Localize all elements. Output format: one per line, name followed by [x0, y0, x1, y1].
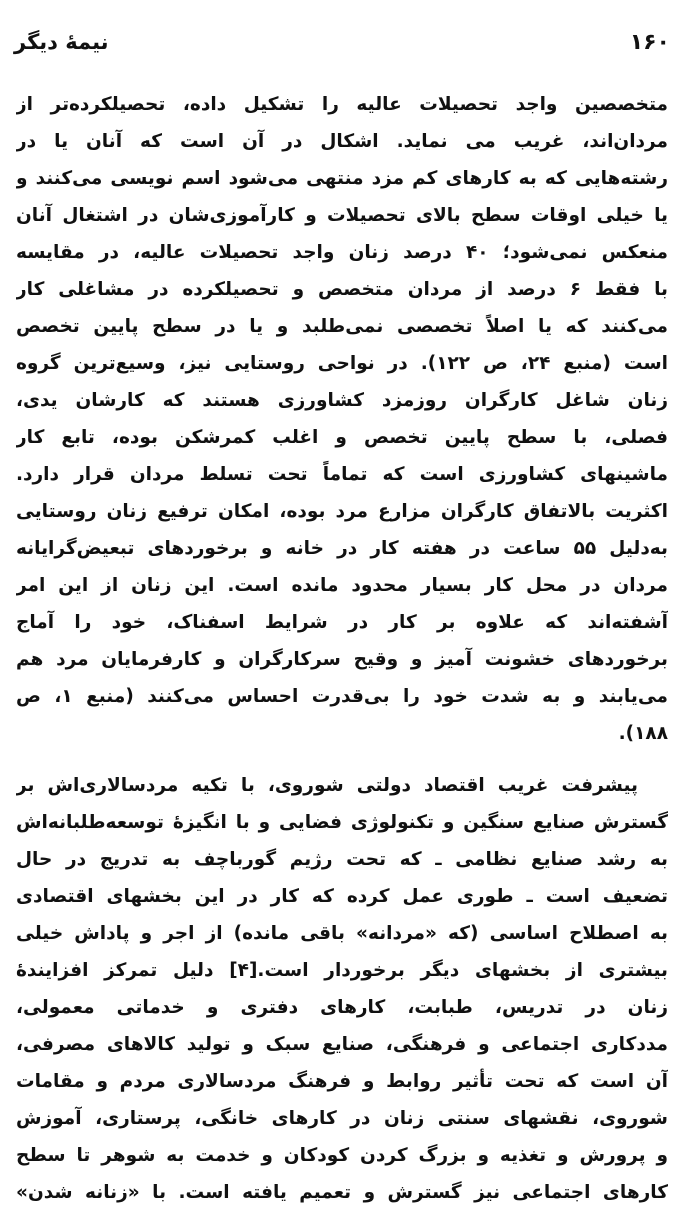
text-line: گسترش صنایع سنگین و تکنولوژی فضایی و با انگیزهٔ توسعه‌طلبانه‌اش: [16, 812, 668, 833]
text-line: برخوردهای خشونت آمیز و وقیح سرکارگران و کارفرمایان مرد هم: [16, 649, 668, 670]
text-line: پیشرفت غریب اقتصاد دولتی شوروی، با تکیه مردسالاری‌اش بر: [16, 775, 638, 796]
page-number: ۱۶۰: [629, 30, 670, 55]
text-line: با فقط ۶ درصد از مردان متخصص و تحصیلکرده در مشاغلی کار: [16, 279, 668, 300]
text-line: منعکس نمی‌شود؛ ۴۰ درصد زنان واجد تحصیلات عالیه، در مقایسه: [16, 242, 668, 263]
paragraph-gap: [16, 752, 668, 767]
text-line: اکثریت بالاتفاق کارگران مزارع مرد بوده، امکان ترفیع زنان روستایی: [16, 501, 668, 522]
text-line: و پرورش و تغذیه و بزرگ کردن کودکان و خدمت به شوهر تا سطح: [16, 1145, 668, 1166]
paragraph-2: [16, 767, 668, 1211]
text-line: آن است که تحت تأثیر روابط و فرهنگ مردسالاری مردم و مقامات: [16, 1071, 668, 1092]
text-line: آشفته‌اند که علاوه بر کار در شرایط اسفناک، خود را آماج: [16, 612, 668, 633]
text-line: ۱۸۸).: [618, 723, 668, 744]
text-line: کارهای اجتماعی نیز گسترش و تعمیم یافته است. با «زنانه شدن»: [16, 1182, 668, 1203]
text-line: مددکاری اجتماعی و فرهنگی، صنایع سبک و تولید کالاهای مصرفی،: [16, 1034, 668, 1055]
text-line: شوروی، نقشهای سنتی زنان در کارهای خانگی، پرستاری، آموزش: [16, 1108, 668, 1129]
text-line: مردان‌اند، غریب می نماید. اشکال در آن است که آنان یا در: [16, 131, 668, 152]
text-line: متخصصین واجد تحصیلات عالیه را تشکیل داده، تحصیلکرده‌تر از: [16, 94, 668, 115]
text-line: یا خیلی اوقات سطح بالای تحصیلات و کارآموزی‌شان در اشتغال آنان: [16, 205, 668, 226]
page-header: [14, 30, 670, 60]
text-line: رشته‌هایی که به کارهای کم مزد منتهی می‌شود اسم نویسی می‌کنند و: [16, 168, 668, 189]
text-line: ماشینهای کشاورزی است که تماماً تحت تسلط مردان قرار دارد.: [16, 464, 668, 485]
text-line: فصلی، با سطح پایین تخصص و اغلب کمرشکن بوده، تابع کار: [16, 427, 668, 448]
text-line: به رشد صنایع نظامی ـ که تحت رژیم گورباچف به تدریج در حال: [16, 849, 668, 870]
text-line: تضعیف است ـ طوری عمل کرده که کار در این بخشهای اقتصادی: [16, 886, 668, 907]
text-line: زنان در تدریس، طبابت، کارهای دفتری و خدماتی معمولی،: [16, 997, 668, 1018]
paragraph-1: [16, 86, 668, 752]
text-line: به‌دلیل ۵۵ ساعت در هفته کار در خانه و برخوردهای تبعیض‌گرایانه: [16, 538, 668, 559]
text-line: زنان شاغل کارگران روزمزد کشاورزی هستند که کارشان یدی،: [16, 390, 668, 411]
text-line: بیشتری از بخشهای دیگر برخوردار است.[۴] دلیل تمرکز افزایندهٔ: [16, 960, 668, 981]
text-line: می‌کنند که یا اصلاً تخصصی نمی‌طلبد و یا در سطح پایین تخصص: [16, 316, 668, 337]
text-line: است (منبع ۲۴، ص ۱۲۲). در نواحی روستایی نیز، وسیع‌ترین گروه: [16, 353, 668, 374]
text-line: مردان در محل کار بسیار محدود مانده است. این زنان از این امر: [16, 575, 668, 596]
body-text: [16, 86, 668, 1211]
text-line: می‌یابند و به شدت خود را بی‌قدرت احساس می‌کنند (منبع ۱، ص: [16, 686, 668, 707]
running-title: نیمهٔ دیگر: [14, 30, 109, 54]
text-line: به اصطلاح اساسی (که «مردانه» باقی مانده) از اجر و پاداش خیلی: [16, 923, 668, 944]
